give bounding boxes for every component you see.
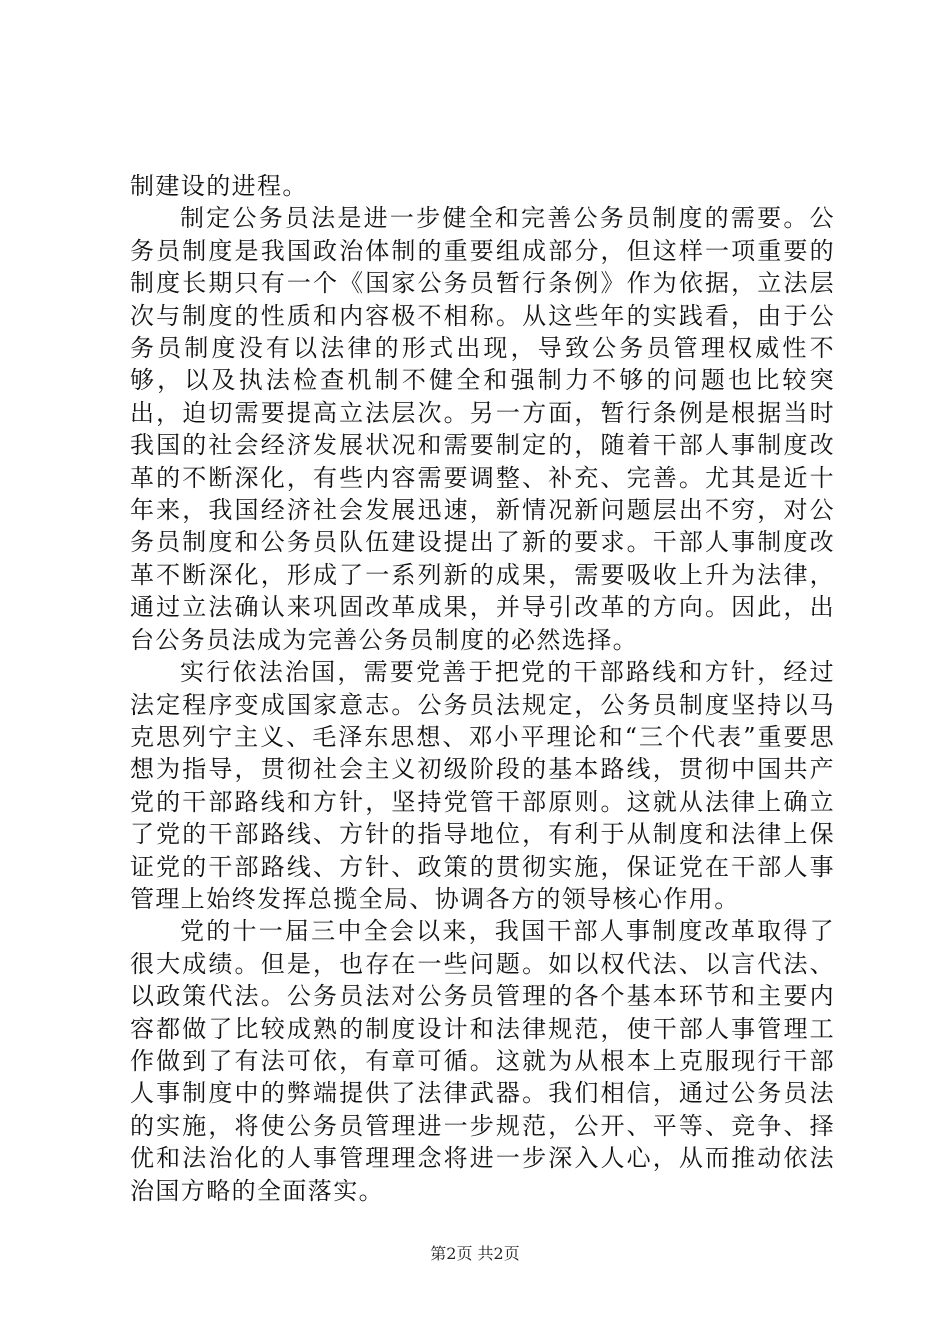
paragraph-continuation: 制建设的进程。 [130, 172, 308, 200]
page-footer [0, 1244, 950, 1264]
document-body [130, 170, 835, 1207]
paragraph-civil-servant-law-need: 制定公务员法是进一步健全和完善公务员制度的需要。公务员制度是我国政治体制的重要组成部分，但这样一项重要的制度长期只有一个《国家公务员暂行条例》作为依据，立法层次与制度的性质和内容极不相称。从这些年的实践看，由于公务员制度没有以法律的形式出现，导致公务员管理权威性不够，以及执法检查机制不健全和强制力不够的问题也比较突出，迫切需要提高立法层次。另一方面，暂行条例是根据当时我国的社会经济发展状况和需要制定的，随着干部人事制度改革的不断深化，有些内容需要调整、补充、完善。尤其是近十年来，我国经济社会发展迅速，新情况新问题层出不穷，对公务员制度和公务员队伍建设提出了新的要求。干部人事制度改革不断深化，形成了一系列新的成果，需要吸收上升为法律，通过立法确认来巩固改革成果，并导引改革的方向。因此，出台公务员法成为完善公务员制度的必然选择。 [130, 204, 835, 654]
paragraph-reform-achievements: 党的十一届三中全会以来，我国干部人事制度改革取得了很大成绩。但是，也存在一些问题。如以权代法、以言代法、以政策代法。公务员法对公务员管理的各个基本环节和主要内容都做了比较成熟的制度设计和法律规范，使干部人事管理工作做到了有法可依，有章可循。这就为从根本上克服现行干部人事制度中的弊端提供了法律武器。我们相信，通过公务员法的实施，将使公务员管理进一步规范，公开、平等、竞争、择优和法治化的人事管理理念将进一步深入人心，从而推动依法治国方略的全面落实。 [130, 917, 835, 1205]
paragraph-rule-of-law: 实行依法治国，需要党善于把党的干部路线和方针，经过法定程序变成国家意志。公务员法规定，公务员制度坚持以马克思列宁主义、毛泽东思想、邓小平理论和“三个代表”重要思想为指导，贯彻社会主义初级阶段的基本路线，贯彻中国共产党的干部路线和方针，坚持党管干部原则。这就从法律上确立了党的干部路线、方针的指导地位，有利于从制度和法律上保证党的干部路线、方针、政策的贯彻实施，保证党在干部人事管理上始终发挥总揽全局、协调各方的领导核心作用。 [130, 658, 835, 913]
page-number-label: 第2页 共2页 [430, 1244, 520, 1263]
